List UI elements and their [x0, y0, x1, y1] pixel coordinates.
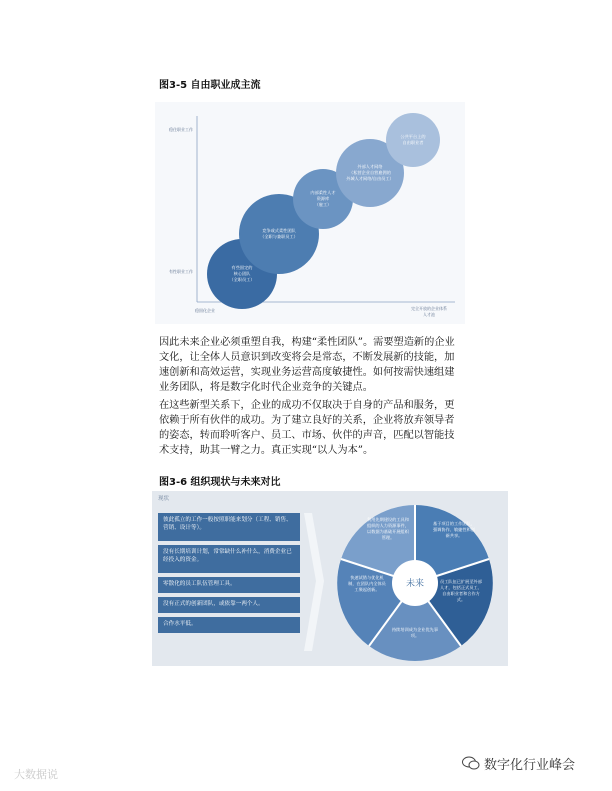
current-item-1: 彼此孤立的工作一般按照职能来划分（工程、销售、营销、设计等）。 — [158, 513, 300, 541]
bubble-freelancers: 公共平台上的 自由职业者 — [386, 113, 440, 167]
figure-org-comparison — [152, 491, 508, 666]
figure-freelance-chart — [155, 102, 465, 324]
wechat-icon — [462, 755, 480, 769]
x-axis-right-label-2: 人才池 — [423, 312, 435, 317]
future-item-1: 利用先期建设的工具和组织的人力资源事件，以数据为基础开展组织管理。 — [367, 517, 409, 540]
current-item-3: 零散化的员工队伍管理工具。 — [158, 577, 300, 593]
paragraph-1: 因此未来企业必须重塑自我，构建“柔性团队”。需要塑造新的企业文化，让全体人员意识到改变将会是常态，不断发展新的技能，加速创新和高效运营，实现业务运营高度敏捷性。如何按需快速组建业务团队，将是数字化时代企业竞争的关键点。 — [159, 337, 455, 393]
current-item-2: 没有长期培训计划，常常缺什么补什么，消费企业已经投入的资金。 — [158, 545, 300, 573]
bubble-external-network: 外部人才网络 （私营企业自营雇佣的 外城人才网络/自由员工） — [336, 139, 404, 207]
future-center-label: 未来 — [405, 579, 424, 589]
x-axis-left-label: 稳固化企业 — [195, 308, 215, 313]
y-axis-top-label: 稳住职业工作 — [169, 127, 193, 132]
y-axis-bottom-label: 有性职业工作 — [169, 269, 193, 274]
future-item-2: 基于项目的工作团队，强调协作、敏捷性和创新共享。 — [433, 521, 475, 538]
bubble-core-team: 有些固定的 核心团队 （全职员工） — [207, 239, 277, 309]
watermark-left: 大数据说 — [14, 768, 58, 781]
bubble-flexible-team: 竞争或式柔性团队 （全职与兼职员工） — [239, 194, 319, 274]
bubble-internal-pool: 内部柔性人才 资源库 （雇工） — [293, 169, 353, 229]
current-header: 现状 — [158, 496, 170, 502]
future-item-3: 员工队伍已扩展至外部人才，包括正式员工、自由职业者和合作方式。 — [440, 579, 482, 602]
paragraph-2: 在这些新型关系下，企业的成功不仅取决于自身的产品和服务，更依赖于所有伙伴的成功。为了建立良好的关系，企业将放弃领导者的姿态，转而聆听客户、员工、市场、伙伴的声音，匹配以智能技术支持，助其一臂之力。真正实现“以人为本”。 — [159, 400, 455, 456]
x-axis-right-label: 完全开放的企业体系 — [411, 306, 447, 311]
watermark-right: 数字化行业峰会 — [484, 758, 576, 773]
future-item-5: 快速试错与优化机制，在团队内全体员工聚起创新。 — [348, 575, 386, 592]
current-item-5: 合作水平低。 — [158, 617, 300, 633]
figure-title-1: 图3-5 自由职业成主流 — [159, 80, 261, 91]
figure-title-2: 图3-6 组织现状与未来对比 — [159, 477, 281, 488]
future-item-4: 持续培训成为企业优先事项。 — [391, 627, 439, 638]
current-item-4: 没有正式的创新团队，或依靠一两个人。 — [158, 597, 300, 613]
